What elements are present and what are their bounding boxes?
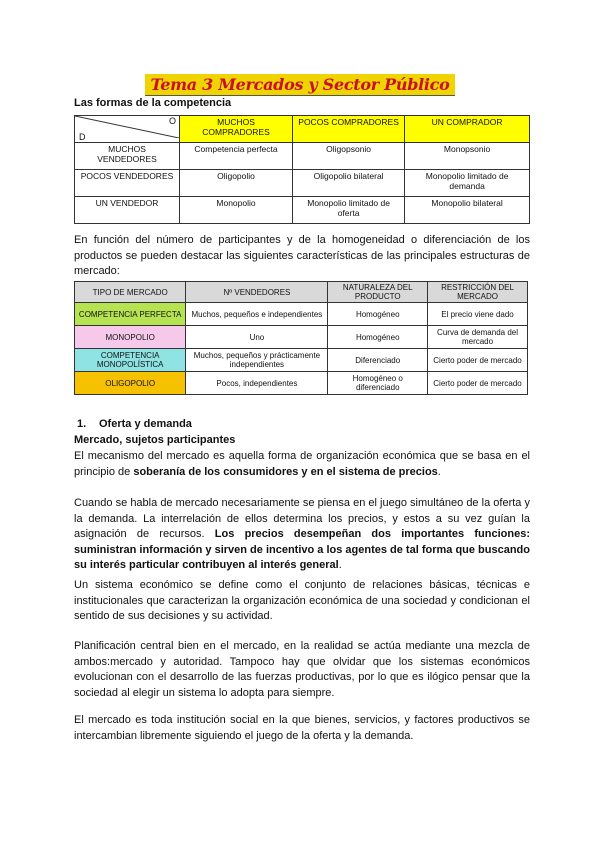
paragraph-economic-system: Un sistema económico se define como el conjunto de relaciones básicas, técnicas e institucionales que caracterizan la organización económica de una sociedad y condicionan el sentido de sus decisiones y su actividad. bbox=[74, 579, 530, 622]
diagonal-line bbox=[75, 116, 179, 138]
table-cell: Uno bbox=[186, 326, 328, 349]
section-number: 1. bbox=[77, 418, 87, 430]
market-type-cell: MONOPOLIO bbox=[75, 326, 186, 349]
corner-cell bbox=[75, 116, 180, 143]
table-cell: Oligopolio bilateral bbox=[293, 170, 405, 197]
table-cell: Oligopsonio bbox=[293, 143, 405, 170]
bold-text-run: soberanía de los consumidores y en el sistema de precios bbox=[133, 465, 438, 478]
text-run: Cuando se habla de mercado necesariamente se piensa en el juego simultáneo de la oferta y la demanda. La interrelación de ellos determina los precios, y estos a su vez guían la asignación de recursos. bbox=[74, 497, 530, 540]
table-cell: El precio viene dado bbox=[428, 303, 528, 326]
title-wrap bbox=[0, 74, 600, 96]
paragraph-market-definition: El mercado es toda institución social en la que bienes, servicios, y factores productivos se intercambian libremente siguiendo el juego de la oferta y la demanda. bbox=[74, 714, 530, 742]
table-cell: Muchos, pequeños y prácticamente independientes bbox=[186, 349, 328, 372]
market-structures-table bbox=[74, 281, 528, 395]
table-cell: Cierto poder de mercado bbox=[428, 349, 528, 372]
table-cell: Diferenciado bbox=[328, 349, 428, 372]
subsection-heading: Mercado, sujetos participantes bbox=[74, 434, 236, 446]
table-cell: Competencia perfecta bbox=[180, 143, 293, 170]
section-title: Oferta y demanda bbox=[99, 418, 192, 430]
header-cell: MUCHOS COMPRADORES bbox=[180, 116, 293, 143]
text-run: El mecanismo del mercado es aquella forma de organización económica que se basa en el principio de bbox=[74, 450, 530, 478]
section-heading bbox=[77, 418, 192, 430]
paragraph-central-planning: Planificación central bien en el mercado, en la realidad se actúa mediante una mezcla de ambos:mercado y autoridad. Tampoco hay que olvidar que los sistemas económicos evolucionan con el desarrollo de las fuerzas productivas, por lo que es ilógico pensar que la sociedad al elegir un sistema lo adopta para siempre. bbox=[74, 640, 530, 699]
table-cell: Cierto poder de mercado bbox=[428, 372, 528, 395]
table-cell: Monopolio limitado de demanda bbox=[405, 170, 530, 197]
table-row bbox=[75, 170, 530, 197]
table-cell: Monopsonio bbox=[405, 143, 530, 170]
table-row bbox=[75, 326, 528, 349]
market-type-cell: COMPETENCIA MONOPOLÍSTICA bbox=[75, 349, 186, 372]
header-cell: Nº VENDEDORES bbox=[186, 282, 328, 303]
table-header-row bbox=[75, 116, 530, 143]
table-cell: Curva de demanda del mercado bbox=[428, 326, 528, 349]
market-type-cell: OLIGOPOLIO bbox=[75, 372, 186, 395]
bold-text-run: Los precios desempeñan dos importantes funciones: suministran información y sirven de incentivo a los agentes de tal forma que buscando su interés particular contribuyen al interés general bbox=[74, 528, 531, 571]
table-cell: Oligopolio bbox=[180, 170, 293, 197]
header-cell: TIPO DE MERCADO bbox=[75, 282, 186, 303]
table-cell: Pocos, independientes bbox=[186, 372, 328, 395]
row-label: POCOS VENDEDORES bbox=[75, 170, 180, 197]
table-row bbox=[75, 372, 528, 395]
corner-d: D bbox=[79, 132, 86, 142]
row-label: MUCHOS VENDEDORES bbox=[75, 143, 180, 170]
table-cell: Monopolio limitado de oferta bbox=[293, 197, 405, 224]
paragraph-supply-demand bbox=[74, 496, 530, 574]
table-header-row bbox=[75, 282, 528, 303]
row-label: UN VENDEDOR bbox=[75, 197, 180, 224]
competition-table bbox=[74, 115, 530, 224]
table-cell: Homogéneo bbox=[328, 326, 428, 349]
table-cell: Monopolio bilateral bbox=[405, 197, 530, 224]
text-run: . bbox=[437, 465, 441, 478]
table-row bbox=[75, 303, 528, 326]
table-cell: Homogéneo bbox=[328, 303, 428, 326]
header-cell: NATURALEZA DEL PRODUCTO bbox=[328, 282, 428, 303]
table-cell: Monopolio bbox=[180, 197, 293, 224]
table-row bbox=[75, 349, 528, 372]
competition-heading: Las formas de la competencia bbox=[74, 97, 232, 109]
header-cell: UN COMPRADOR bbox=[405, 116, 530, 143]
header-cell: POCOS COMPRADORES bbox=[293, 116, 405, 143]
page-title: Tema 3 Mercados y Sector Público bbox=[145, 74, 456, 96]
corner-o: O bbox=[168, 116, 176, 126]
text-run: . bbox=[338, 559, 342, 571]
table-row bbox=[75, 143, 530, 170]
table-row bbox=[75, 197, 530, 224]
table-cell: Homogéneo o diferenciado bbox=[328, 372, 428, 395]
table-cell: Muchos, pequeños e independientes bbox=[186, 303, 328, 326]
market-type-cell: COMPETENCIA PERFECTA bbox=[75, 303, 186, 326]
intro-paragraph: En función del número de participantes y de la homogeneidad o diferenciación de los productos se pueden destacar las siguientes características de las principales estructuras de mercado: bbox=[74, 234, 530, 277]
paragraph-market-mechanism bbox=[74, 449, 530, 480]
header-cell: RESTRICCIÓN DEL MERCADO bbox=[428, 282, 528, 303]
